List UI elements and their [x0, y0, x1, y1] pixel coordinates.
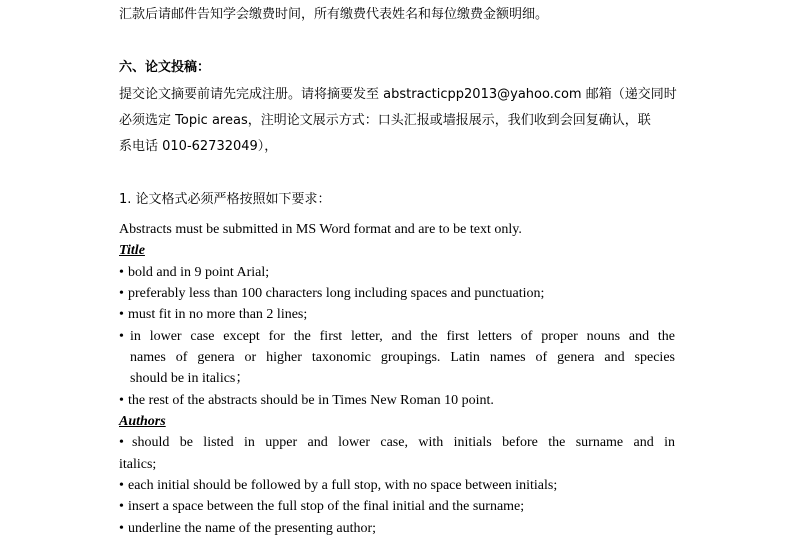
- title-rule-3-text: must fit in no more than 2 lines;: [128, 307, 308, 322]
- format-subheading: 1. 论文格式必须严格按照如下要求：: [119, 192, 331, 207]
- authors-rule-1-line-1: should be listed in upper and lower case, with initials before the surname and in: [132, 435, 675, 450]
- title-rule-1-text: bold and in 9 point Arial;: [128, 265, 270, 280]
- abstract-format-note: Abstracts must be submitted in MS Word format and are to be text only.: [119, 222, 522, 237]
- title-rule-1: [119, 264, 269, 282]
- bullet-icon: •: [119, 307, 124, 322]
- authors-rule-1-bullet: [119, 434, 128, 452]
- bullet-icon: •: [119, 265, 124, 280]
- authors-rule-3-text: insert a space between the full stop of the final initial and the surname;: [128, 499, 525, 514]
- title-rule-5-text: the rest of the abstracts should be in Times New Roman 10 point.: [128, 393, 494, 408]
- authors-rule-1-line-2: italics;: [119, 457, 157, 472]
- payment-note: 汇款后请邮件告知学会缴费时间，所有缴费代表姓名和每位缴费金额明细。: [119, 7, 549, 22]
- title-rule-4-bullet: [119, 328, 128, 346]
- title-rule-2-text: preferably less than 100 characters long including spaces and punctuation;: [128, 286, 545, 301]
- title-rule-2: [119, 285, 544, 303]
- authors-rule-2: [119, 477, 557, 495]
- authors-rule-4-text: underline the name of the presenting author;: [128, 521, 377, 536]
- title-rule-5: [119, 392, 494, 410]
- authors-heading: Authors: [119, 414, 166, 429]
- title-heading: Title: [119, 243, 145, 258]
- bullet-icon: •: [119, 521, 124, 536]
- submission-paragraph-line-3: 系电话 010-62732049），: [119, 139, 278, 154]
- authors-rule-4: [119, 520, 376, 538]
- authors-rule-3: [119, 498, 524, 516]
- bullet-icon: •: [119, 329, 124, 344]
- authors-rule-2-text: each initial should be followed by a full stop, with no space between initials;: [128, 478, 558, 493]
- title-rule-4-line-3: should be in italics；: [130, 371, 250, 386]
- title-rule-3: [119, 306, 307, 324]
- title-rule-4-line-2: names of genera or higher taxonomic groupings. Latin names of genera and species: [130, 350, 675, 365]
- bullet-icon: •: [119, 499, 124, 514]
- bullet-icon: •: [119, 286, 124, 301]
- submission-paragraph-line-1: 提交论文摘要前请先完成注册。请将摘要发至 abstracticpp2013@yahoo.com 邮箱（递交同时: [119, 87, 677, 102]
- bullet-icon: •: [119, 478, 124, 493]
- title-rule-4-line-1: in lower case except for the first letter, and the first letters of proper nouns and the: [130, 329, 675, 344]
- bullet-icon: •: [119, 393, 124, 408]
- section-6-heading: 六、论文投稿：: [119, 60, 211, 75]
- bullet-icon: •: [119, 435, 124, 450]
- submission-paragraph-line-2: 必须选定 Topic areas，注明论文展示方式：口头汇报或墙报展示，我们收到会回复确认，联: [119, 113, 651, 128]
